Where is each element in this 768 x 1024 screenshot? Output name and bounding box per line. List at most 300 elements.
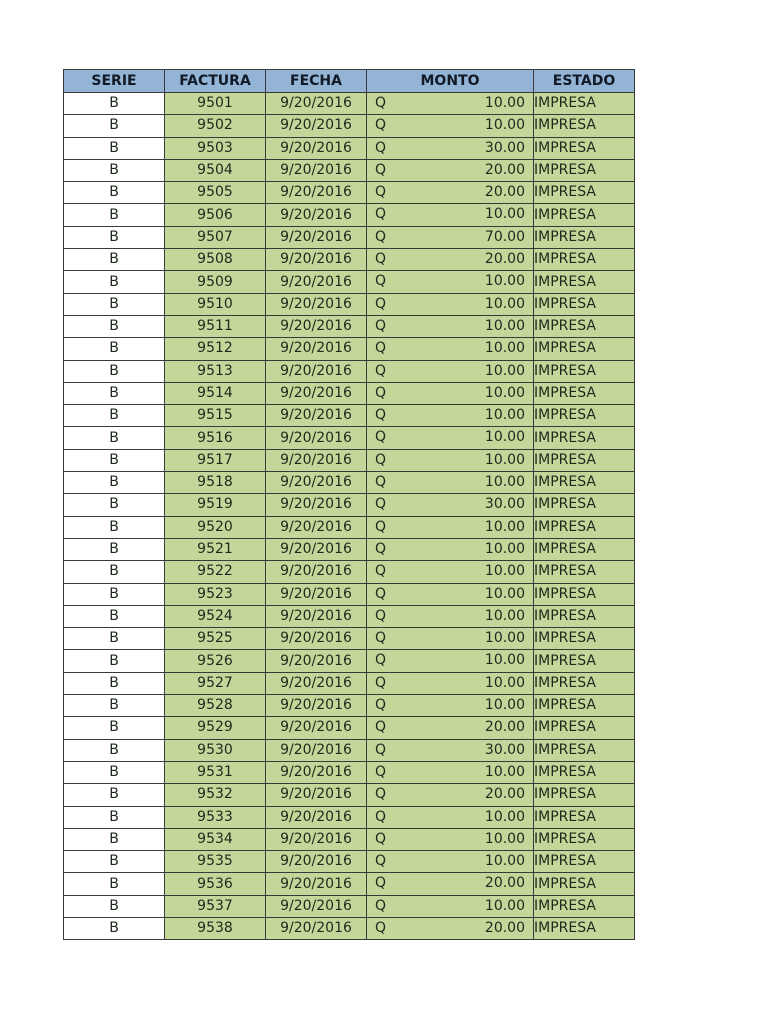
cell-monto[interactable] [367, 851, 534, 873]
cell-estado[interactable]: IMPRESA [534, 338, 635, 360]
cell-monto[interactable] [367, 315, 534, 337]
cell-serie[interactable]: B [64, 115, 165, 137]
cell-monto[interactable] [367, 472, 534, 494]
cell-monto[interactable] [367, 427, 534, 449]
amount-value: 10.00 [484, 585, 525, 602]
cell-estado[interactable]: IMPRESA [534, 583, 635, 605]
currency-symbol: Q [375, 585, 387, 602]
cell-fecha[interactable]: 9/20/2016 [266, 427, 367, 449]
cell-estado[interactable]: IMPRESA [534, 93, 635, 115]
currency-symbol: Q [375, 496, 387, 513]
table-row [64, 271, 635, 293]
currency-symbol: Q [375, 295, 387, 312]
table-row [64, 516, 635, 538]
table-row [64, 739, 635, 761]
cell-factura[interactable]: 9503 [165, 137, 266, 159]
cell-factura[interactable]: 9522 [165, 561, 266, 583]
amount-value: 30.00 [484, 139, 525, 156]
currency-symbol: Q [375, 117, 387, 134]
cell-monto[interactable] [367, 561, 534, 583]
header-serie[interactable]: SERIE [64, 70, 165, 93]
cell-fecha[interactable]: 9/20/2016 [266, 249, 367, 271]
table-row [64, 204, 635, 226]
currency-symbol: Q [375, 697, 387, 714]
currency-symbol: Q [375, 674, 387, 691]
cell-factura[interactable]: 9537 [165, 895, 266, 917]
currency-symbol: Q [375, 763, 387, 780]
amount-value: 10.00 [484, 451, 525, 468]
cell-estado[interactable]: IMPRESA [534, 917, 635, 939]
cell-estado[interactable]: IMPRESA [534, 516, 635, 538]
cell-serie[interactable]: B [64, 449, 165, 471]
table-row [64, 115, 635, 137]
cell-fecha[interactable]: 9/20/2016 [266, 315, 367, 337]
cell-serie[interactable]: B [64, 315, 165, 337]
cell-estado[interactable]: IMPRESA [534, 494, 635, 516]
cell-factura[interactable]: 9506 [165, 204, 266, 226]
amount-value: 10.00 [484, 652, 525, 669]
cell-estado[interactable]: IMPRESA [534, 828, 635, 850]
currency-symbol: Q [375, 853, 387, 870]
currency-symbol: Q [375, 407, 387, 424]
table-row [64, 427, 635, 449]
cell-fecha[interactable]: 9/20/2016 [266, 293, 367, 315]
table-row [64, 159, 635, 181]
cell-fecha[interactable]: 9/20/2016 [266, 449, 367, 471]
amount-value: 10.00 [484, 206, 525, 223]
cell-serie[interactable]: B [64, 784, 165, 806]
cell-factura[interactable]: 9502 [165, 115, 266, 137]
cell-estado[interactable]: IMPRESA [534, 739, 635, 761]
amount-value: 20.00 [484, 875, 525, 892]
cell-serie[interactable]: B [64, 204, 165, 226]
cell-estado[interactable]: IMPRESA [534, 159, 635, 181]
cell-estado[interactable]: IMPRESA [534, 449, 635, 471]
currency-symbol: Q [375, 451, 387, 468]
cell-serie[interactable]: B [64, 472, 165, 494]
cell-monto[interactable] [367, 605, 534, 627]
cell-monto[interactable] [367, 873, 534, 895]
table-row [64, 293, 635, 315]
cell-estado[interactable]: IMPRESA [534, 873, 635, 895]
cell-serie[interactable]: B [64, 672, 165, 694]
amount-value: 30.00 [484, 496, 525, 513]
cell-monto[interactable] [367, 494, 534, 516]
cell-monto[interactable] [367, 784, 534, 806]
cell-factura[interactable]: 9518 [165, 472, 266, 494]
amount-value: 10.00 [484, 607, 525, 624]
invoice-table [63, 69, 635, 940]
cell-fecha[interactable]: 9/20/2016 [266, 873, 367, 895]
cell-fecha[interactable]: 9/20/2016 [266, 182, 367, 204]
cell-estado[interactable]: IMPRESA [534, 271, 635, 293]
cell-estado[interactable]: IMPRESA [534, 761, 635, 783]
cell-monto[interactable] [367, 895, 534, 917]
cell-monto[interactable] [367, 249, 534, 271]
cell-factura[interactable]: 9536 [165, 873, 266, 895]
table-row [64, 917, 635, 939]
cell-estado[interactable]: IMPRESA [534, 784, 635, 806]
header-factura[interactable]: FACTURA [165, 70, 266, 93]
cell-fecha[interactable]: 9/20/2016 [266, 851, 367, 873]
currency-symbol: Q [375, 206, 387, 223]
header-fecha[interactable]: FECHA [266, 70, 367, 93]
cell-serie[interactable]: B [64, 806, 165, 828]
cell-factura[interactable]: 9534 [165, 828, 266, 850]
header-row [64, 70, 635, 93]
cell-fecha[interactable]: 9/20/2016 [266, 494, 367, 516]
cell-serie[interactable]: B [64, 137, 165, 159]
cell-factura[interactable]: 9507 [165, 226, 266, 248]
table-row [64, 449, 635, 471]
cell-estado[interactable]: IMPRESA [534, 650, 635, 672]
cell-fecha[interactable]: 9/20/2016 [266, 605, 367, 627]
amount-value: 10.00 [484, 117, 525, 134]
cell-estado[interactable]: IMPRESA [534, 204, 635, 226]
cell-monto[interactable] [367, 828, 534, 850]
table-row [64, 315, 635, 337]
cell-monto[interactable] [367, 271, 534, 293]
cell-monto[interactable] [367, 360, 534, 382]
cell-monto[interactable] [367, 672, 534, 694]
cell-estado[interactable]: IMPRESA [534, 472, 635, 494]
cell-serie[interactable]: B [64, 293, 165, 315]
cell-fecha[interactable]: 9/20/2016 [266, 93, 367, 115]
table-row [64, 873, 635, 895]
cell-fecha[interactable]: 9/20/2016 [266, 895, 367, 917]
amount-value: 10.00 [484, 630, 525, 647]
cell-serie[interactable]: B [64, 271, 165, 293]
cell-factura[interactable]: 9530 [165, 739, 266, 761]
cell-serie[interactable]: B [64, 873, 165, 895]
amount-value: 30.00 [484, 741, 525, 758]
currency-symbol: Q [375, 518, 387, 535]
cell-factura[interactable]: 9508 [165, 249, 266, 271]
table-row [64, 137, 635, 159]
table-row [64, 828, 635, 850]
amount-value: 20.00 [484, 184, 525, 201]
amount-value: 10.00 [484, 540, 525, 557]
cell-fecha[interactable]: 9/20/2016 [266, 917, 367, 939]
cell-factura[interactable]: 9512 [165, 338, 266, 360]
cell-monto[interactable] [367, 115, 534, 137]
amount-value: 20.00 [484, 161, 525, 178]
cell-serie[interactable]: B [64, 182, 165, 204]
cell-fecha[interactable]: 9/20/2016 [266, 405, 367, 427]
cell-factura[interactable]: 9501 [165, 93, 266, 115]
cell-monto[interactable] [367, 650, 534, 672]
cell-fecha[interactable]: 9/20/2016 [266, 226, 367, 248]
cell-factura[interactable]: 9531 [165, 761, 266, 783]
cell-factura[interactable]: 9535 [165, 851, 266, 873]
cell-factura[interactable]: 9516 [165, 427, 266, 449]
cell-factura[interactable]: 9526 [165, 650, 266, 672]
cell-serie[interactable]: B [64, 895, 165, 917]
cell-fecha[interactable]: 9/20/2016 [266, 761, 367, 783]
cell-factura[interactable]: 9525 [165, 628, 266, 650]
currency-symbol: Q [375, 95, 387, 111]
cell-estado[interactable]: IMPRESA [534, 405, 635, 427]
header-estado[interactable]: ESTADO [534, 70, 635, 93]
cell-estado[interactable]: IMPRESA [534, 382, 635, 404]
table-row [64, 405, 635, 427]
table-row [64, 494, 635, 516]
cell-serie[interactable]: B [64, 717, 165, 739]
cell-fecha[interactable]: 9/20/2016 [266, 137, 367, 159]
cell-monto[interactable] [367, 159, 534, 181]
amount-value: 20.00 [484, 786, 525, 803]
currency-symbol: Q [375, 563, 387, 580]
currency-symbol: Q [375, 228, 387, 245]
cell-serie[interactable]: B [64, 249, 165, 271]
cell-monto[interactable] [367, 226, 534, 248]
cell-serie[interactable]: B [64, 538, 165, 560]
amount-value: 10.00 [484, 317, 525, 334]
cell-serie[interactable]: B [64, 338, 165, 360]
cell-factura[interactable]: 9513 [165, 360, 266, 382]
currency-symbol: Q [375, 897, 387, 914]
currency-symbol: Q [375, 340, 387, 357]
cell-fecha[interactable]: 9/20/2016 [266, 672, 367, 694]
amount-value: 10.00 [484, 362, 525, 379]
cell-estado[interactable]: IMPRESA [534, 249, 635, 271]
currency-symbol: Q [375, 384, 387, 401]
cell-factura[interactable]: 9521 [165, 538, 266, 560]
cell-fecha[interactable]: 9/20/2016 [266, 628, 367, 650]
cell-factura[interactable]: 9527 [165, 672, 266, 694]
cell-serie[interactable]: B [64, 628, 165, 650]
cell-estado[interactable]: IMPRESA [534, 605, 635, 627]
table-row [64, 338, 635, 360]
cell-fecha[interactable]: 9/20/2016 [266, 695, 367, 717]
cell-estado[interactable]: IMPRESA [534, 695, 635, 717]
cell-factura[interactable]: 9519 [165, 494, 266, 516]
cell-fecha[interactable]: 9/20/2016 [266, 271, 367, 293]
cell-fecha[interactable]: 9/20/2016 [266, 828, 367, 850]
cell-estado[interactable]: IMPRESA [534, 315, 635, 337]
amount-value: 70.00 [484, 228, 525, 245]
amount-value: 10.00 [484, 830, 525, 847]
currency-symbol: Q [375, 786, 387, 803]
cell-fecha[interactable]: 9/20/2016 [266, 338, 367, 360]
cell-monto[interactable] [367, 204, 534, 226]
cell-estado[interactable]: IMPRESA [534, 538, 635, 560]
cell-factura[interactable]: 9510 [165, 293, 266, 315]
currency-symbol: Q [375, 251, 387, 268]
cell-factura[interactable]: 9504 [165, 159, 266, 181]
cell-serie[interactable]: B [64, 851, 165, 873]
cell-estado[interactable]: IMPRESA [534, 628, 635, 650]
cell-serie[interactable]: B [64, 516, 165, 538]
cell-serie[interactable]: B [64, 405, 165, 427]
table-row [64, 806, 635, 828]
cell-monto[interactable] [367, 739, 534, 761]
cell-fecha[interactable]: 9/20/2016 [266, 561, 367, 583]
cell-monto[interactable] [367, 137, 534, 159]
cell-fecha[interactable]: 9/20/2016 [266, 159, 367, 181]
amount-value: 10.00 [484, 563, 525, 580]
cell-serie[interactable]: B [64, 360, 165, 382]
cell-serie[interactable]: B [64, 226, 165, 248]
table-row [64, 895, 635, 917]
cell-serie[interactable]: B [64, 583, 165, 605]
currency-symbol: Q [375, 273, 387, 290]
cell-estado[interactable]: IMPRESA [534, 717, 635, 739]
cell-fecha[interactable]: 9/20/2016 [266, 650, 367, 672]
cell-serie[interactable]: B [64, 739, 165, 761]
table-row [64, 249, 635, 271]
amount-value: 10.00 [484, 763, 525, 780]
amount-value: 20.00 [484, 919, 525, 936]
cell-monto[interactable] [367, 405, 534, 427]
cell-monto[interactable] [367, 382, 534, 404]
cell-fecha[interactable]: 9/20/2016 [266, 472, 367, 494]
cell-monto[interactable] [367, 338, 534, 360]
cell-estado[interactable]: IMPRESA [534, 806, 635, 828]
invoice-sheet [63, 69, 635, 940]
cell-estado[interactable]: IMPRESA [534, 360, 635, 382]
cell-serie[interactable]: B [64, 650, 165, 672]
amount-value: 10.00 [484, 897, 525, 914]
invoice-rows [64, 93, 635, 940]
cell-fecha[interactable]: 9/20/2016 [266, 583, 367, 605]
amount-value: 10.00 [484, 697, 525, 714]
cell-monto[interactable] [367, 717, 534, 739]
table-row [64, 360, 635, 382]
cell-fecha[interactable]: 9/20/2016 [266, 115, 367, 137]
cell-fecha[interactable]: 9/20/2016 [266, 538, 367, 560]
amount-value: 10.00 [484, 518, 525, 535]
cell-estado[interactable]: IMPRESA [534, 115, 635, 137]
cell-factura[interactable]: 9524 [165, 605, 266, 627]
header-monto[interactable]: MONTO [367, 70, 534, 93]
currency-symbol: Q [375, 652, 387, 669]
cell-fecha[interactable]: 9/20/2016 [266, 360, 367, 382]
cell-factura[interactable]: 9511 [165, 315, 266, 337]
amount-value: 10.00 [484, 674, 525, 691]
cell-estado[interactable]: IMPRESA [534, 226, 635, 248]
cell-monto[interactable] [367, 583, 534, 605]
amount-value: 10.00 [484, 808, 525, 825]
cell-fecha[interactable]: 9/20/2016 [266, 806, 367, 828]
cell-estado[interactable]: IMPRESA [534, 672, 635, 694]
amount-value: 10.00 [484, 474, 525, 491]
currency-symbol: Q [375, 474, 387, 491]
table-row [64, 226, 635, 248]
cell-monto[interactable] [367, 449, 534, 471]
cell-factura[interactable]: 9528 [165, 695, 266, 717]
cell-fecha[interactable]: 9/20/2016 [266, 784, 367, 806]
cell-serie[interactable]: B [64, 427, 165, 449]
cell-factura[interactable]: 9532 [165, 784, 266, 806]
currency-symbol: Q [375, 741, 387, 758]
table-row [64, 605, 635, 627]
table-row [64, 650, 635, 672]
currency-symbol: Q [375, 830, 387, 847]
cell-serie[interactable]: B [64, 561, 165, 583]
cell-factura[interactable]: 9523 [165, 583, 266, 605]
cell-monto[interactable] [367, 628, 534, 650]
currency-symbol: Q [375, 362, 387, 379]
cell-serie[interactable]: B [64, 605, 165, 627]
cell-monto[interactable] [367, 93, 534, 115]
cell-monto[interactable] [367, 293, 534, 315]
currency-symbol: Q [375, 317, 387, 334]
cell-factura[interactable]: 9520 [165, 516, 266, 538]
cell-monto[interactable] [367, 761, 534, 783]
cell-estado[interactable]: IMPRESA [534, 182, 635, 204]
table-row [64, 472, 635, 494]
cell-factura[interactable]: 9514 [165, 382, 266, 404]
cell-monto[interactable] [367, 917, 534, 939]
cell-serie[interactable]: B [64, 917, 165, 939]
cell-factura[interactable]: 9538 [165, 917, 266, 939]
cell-estado[interactable]: IMPRESA [534, 293, 635, 315]
table-row [64, 628, 635, 650]
cell-monto[interactable] [367, 806, 534, 828]
cell-serie[interactable]: B [64, 494, 165, 516]
amount-value: 10.00 [484, 853, 525, 870]
amount-value: 10.00 [484, 429, 525, 446]
cell-monto[interactable] [367, 538, 534, 560]
currency-symbol: Q [375, 630, 387, 647]
cell-estado[interactable]: IMPRESA [534, 895, 635, 917]
cell-estado[interactable]: IMPRESA [534, 561, 635, 583]
cell-factura[interactable]: 9509 [165, 271, 266, 293]
table-row [64, 784, 635, 806]
amount-value: 20.00 [484, 719, 525, 736]
cell-fecha[interactable]: 9/20/2016 [266, 717, 367, 739]
currency-symbol: Q [375, 719, 387, 736]
cell-fecha[interactable]: 9/20/2016 [266, 516, 367, 538]
amount-value: 10.00 [484, 273, 525, 290]
cell-serie[interactable]: B [64, 159, 165, 181]
cell-monto[interactable] [367, 516, 534, 538]
currency-symbol: Q [375, 875, 387, 892]
table-row [64, 672, 635, 694]
amount-value: 10.00 [484, 407, 525, 424]
cell-estado[interactable]: IMPRESA [534, 851, 635, 873]
cell-fecha[interactable]: 9/20/2016 [266, 739, 367, 761]
cell-fecha[interactable]: 9/20/2016 [266, 204, 367, 226]
currency-symbol: Q [375, 161, 387, 178]
table-row [64, 182, 635, 204]
currency-symbol: Q [375, 139, 387, 156]
cell-factura[interactable]: 9505 [165, 182, 266, 204]
cell-factura[interactable]: 9533 [165, 806, 266, 828]
table-row [64, 695, 635, 717]
cell-fecha[interactable]: 9/20/2016 [266, 382, 367, 404]
cell-serie[interactable]: B [64, 761, 165, 783]
cell-monto[interactable] [367, 695, 534, 717]
table-row [64, 583, 635, 605]
cell-factura[interactable]: 9529 [165, 717, 266, 739]
cell-serie[interactable]: B [64, 93, 165, 115]
cell-estado[interactable]: IMPRESA [534, 137, 635, 159]
cell-serie[interactable]: B [64, 828, 165, 850]
table-row [64, 717, 635, 739]
amount-value: 10.00 [484, 384, 525, 401]
cell-serie[interactable]: B [64, 382, 165, 404]
cell-factura[interactable]: 9517 [165, 449, 266, 471]
table-row [64, 93, 635, 115]
currency-symbol: Q [375, 184, 387, 201]
cell-serie[interactable]: B [64, 695, 165, 717]
cell-factura[interactable]: 9515 [165, 405, 266, 427]
cell-monto[interactable] [367, 182, 534, 204]
table-row [64, 561, 635, 583]
cell-estado[interactable]: IMPRESA [534, 427, 635, 449]
